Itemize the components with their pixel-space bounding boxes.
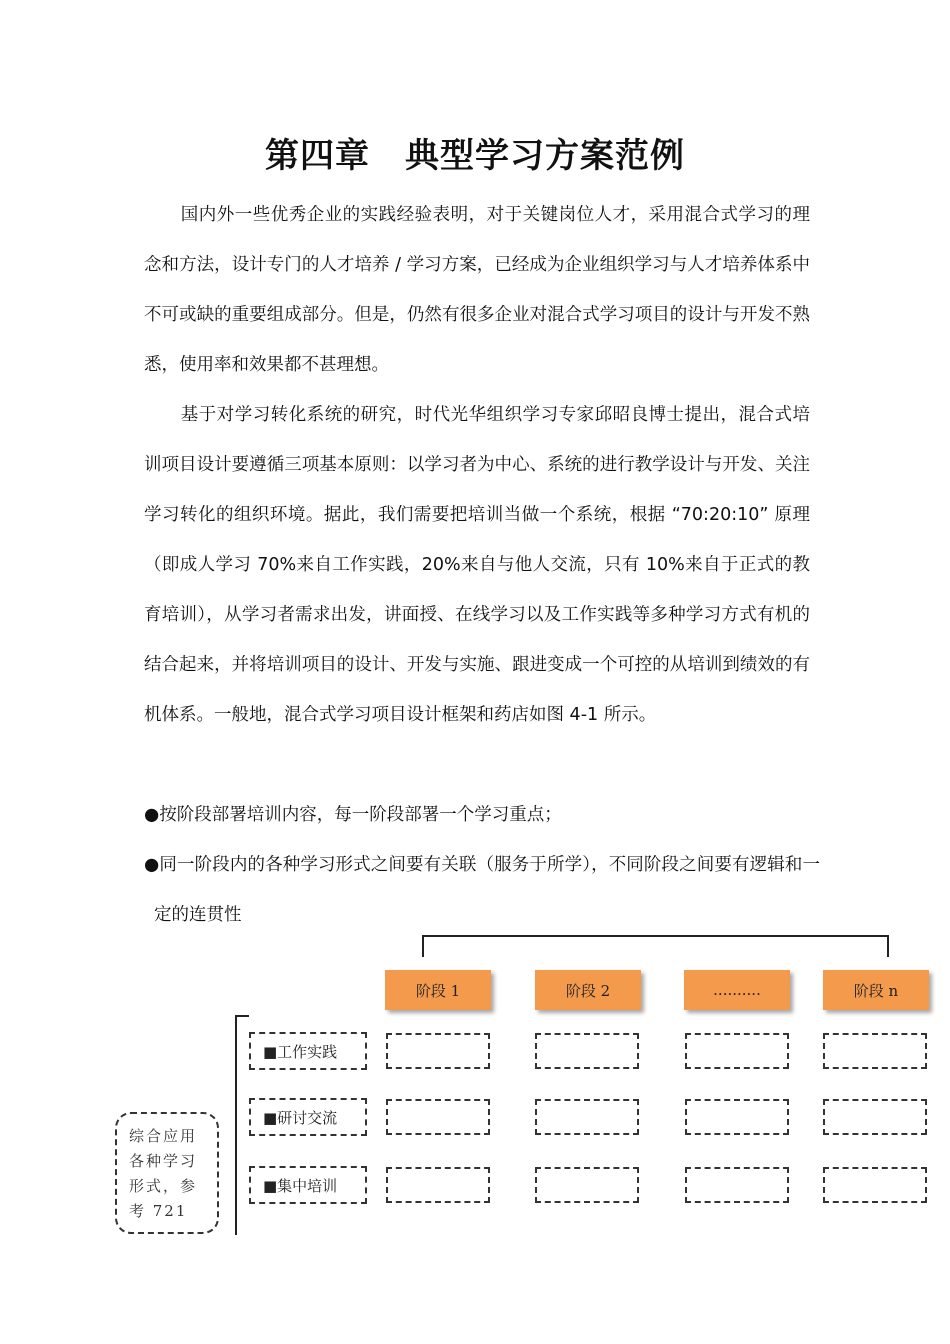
grid-cell [685,1167,789,1203]
grid-cell [685,1033,789,1069]
paragraph-intro: 国内外一些优秀企业的实践经验表明，对于关键岗位人才，采用混合式学习的理念和方法，设计专门的人才培养 / 学习方案，已经成为企业组织学习与人才培养体系中不可或缺的重要组成部分。但是，仍然有很多企业对混合式学习项目的设计与开发不熟悉，使用率和效果都不甚理想。 [144,205,810,375]
stage-header: 阶段 1 [385,970,491,1010]
grid-cell [823,1167,927,1203]
chapter-title: 第四章 典型学习方案范例 [265,136,685,176]
stage-header: .......... [684,970,790,1010]
grid-cell [386,1167,490,1203]
grid-cell [535,1167,639,1203]
grid-cell [386,1099,490,1135]
grid-cell [535,1033,639,1069]
row-label-discussion: ■研讨交流 [249,1098,367,1136]
grid-cell [685,1099,789,1135]
stage-header: 阶段 2 [535,970,641,1010]
stage-header: 阶段 n [823,970,929,1010]
row-label-centralized-training: ■集中培训 [249,1166,367,1204]
grid-cell [823,1099,927,1135]
grid-cell [535,1099,639,1135]
left-bracket-vertical [235,1015,237,1235]
top-bracket-right-tick [887,935,889,957]
side-note-box: 综合应用各种学习形式，参考 721 [115,1112,219,1234]
bullet-item: ●按阶段部署培训内容，每一阶段部署一个学习重点； [144,805,562,825]
row-label-work-practice: ■工作实践 [249,1032,367,1070]
grid-cell [386,1033,490,1069]
left-bracket-top-tick [235,1015,249,1017]
grid-cell [823,1033,927,1069]
bullet-item: ●同一阶段内的各种学习形式之间要有关联（服务于所学），不同阶段之间要有逻辑和一定的连贯性 [144,855,820,925]
paragraph-principles: 基于对学习转化系统的研究，时代光华组织学习专家邱昭良博士提出，混合式培训项目设计要遵循三项基本原则：以学习者为中心、系统的进行教学设计与开发、关注学习转化的组织环境。据此，我们需要把培训当做一个系统，根据 “70:20:10” 原理（即成人学习 70%来自工作实践，20%来自与他人交流，只有 10%来自于正式的教育培训），从学习者需求出发，讲面授、在线学习以及工作实践等多种学习方式有机的结合起来，并将培训项目的设计、开发与实施、跟进变成一个可控的从培训到绩效的有机体系。一般地，混合式学习项目设计框架和药店如图 4-1 所示。 [144,405,810,725]
